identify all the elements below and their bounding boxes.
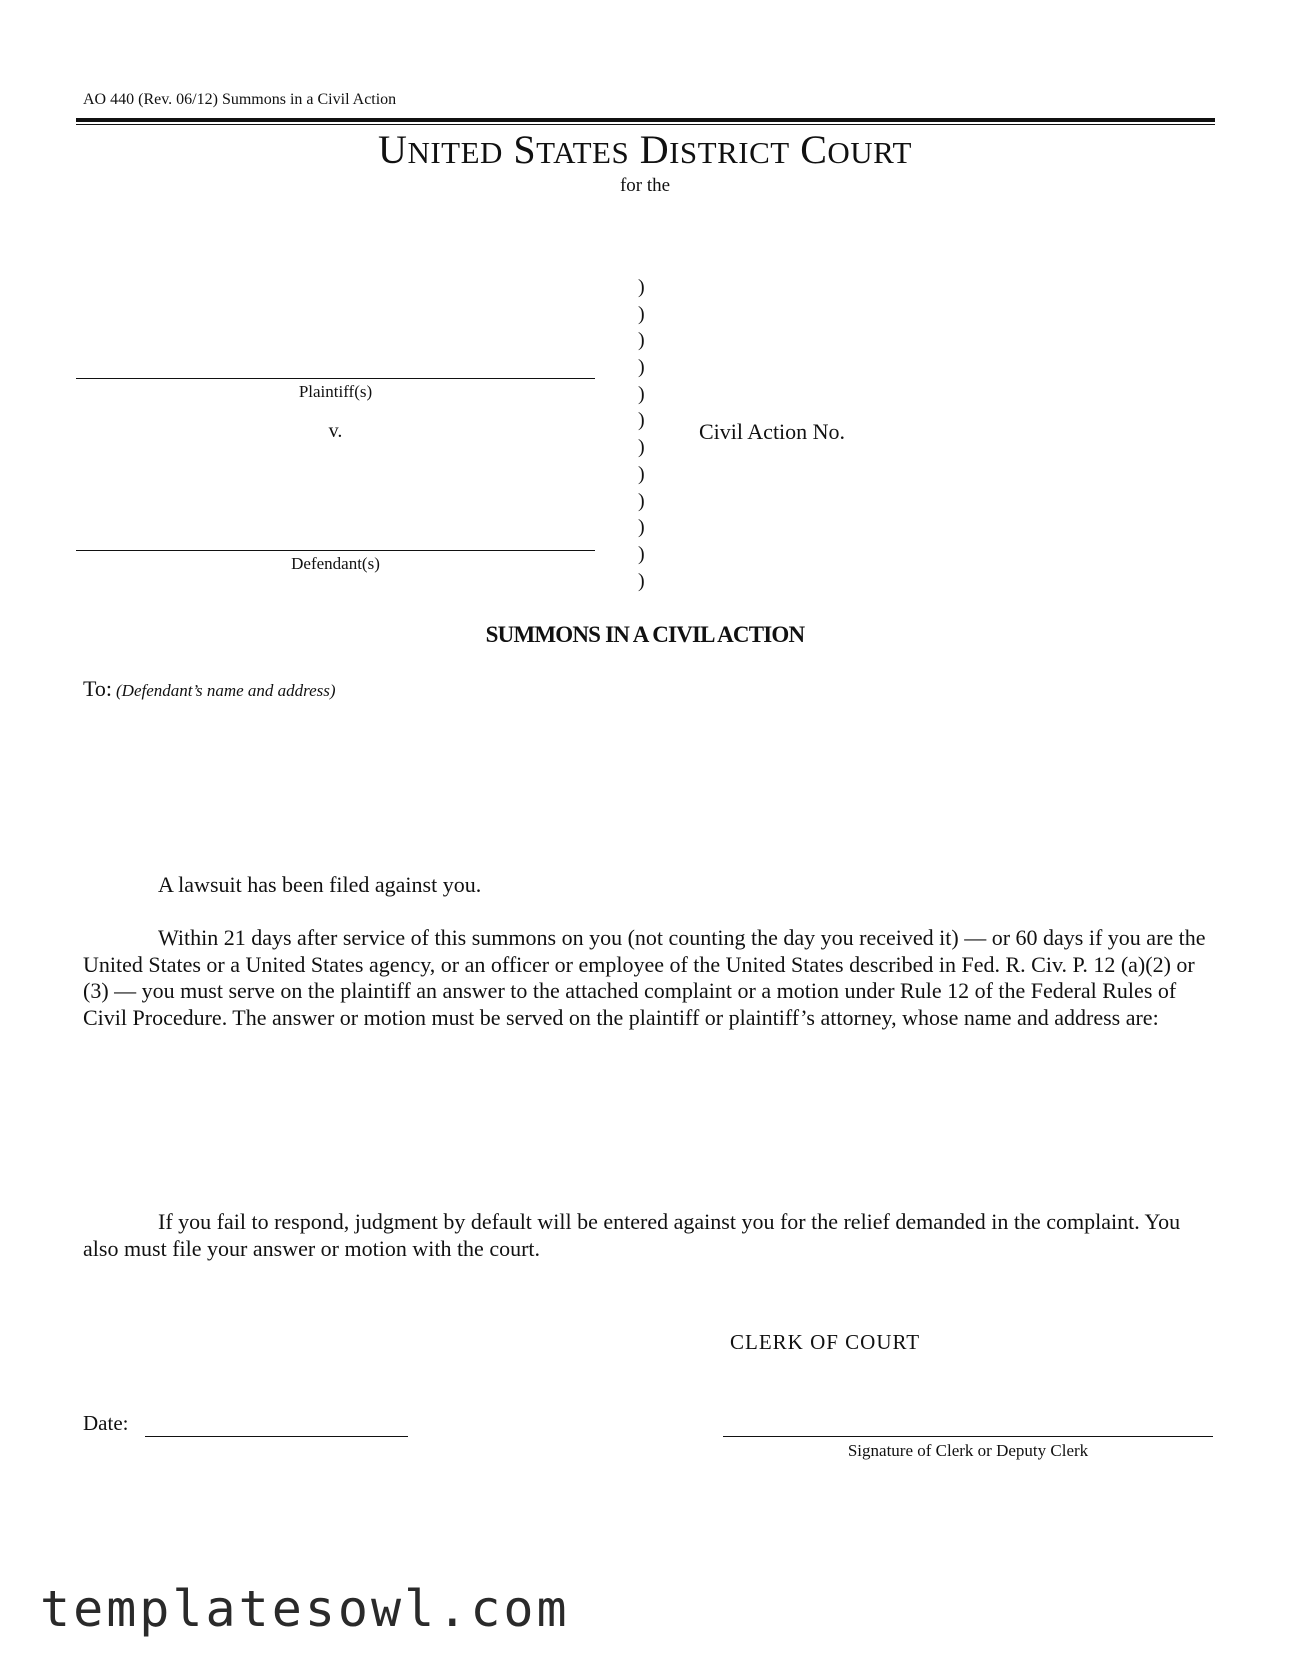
to-label: To:: [83, 676, 113, 701]
caption-parentheses: [638, 274, 645, 594]
watermark: templatesowl.com: [40, 1580, 570, 1638]
title-word: UNITED: [378, 127, 503, 172]
caption-paren: ): [638, 276, 645, 298]
paragraph-default-judgment: If you fail to respond, judgment by default will be entered against you for the relief demanded in the complaint. You also must file your answer or motion with the court.: [83, 1209, 1181, 1261]
to-line: [83, 676, 336, 702]
plaintiff-name-line[interactable]: [76, 378, 595, 379]
date-label: Date:: [83, 1411, 129, 1435]
signature-label: Signature of Clerk or Deputy Clerk: [847, 1441, 1089, 1460]
caption-paren: ): [638, 462, 645, 485]
caption-paren: ): [638, 382, 645, 405]
form-identifier: AO 440 (Rev. 06/12) Summons in a Civil Action: [83, 91, 397, 108]
court-title: [0, 126, 1290, 173]
caption-paren: ): [638, 436, 645, 459]
to-hint: (Defendant’s name and address): [116, 681, 336, 700]
caption-paren: ): [638, 302, 645, 325]
title-word: COURT: [800, 127, 912, 172]
paragraph-lawsuit-filed: A lawsuit has been filed against you.: [158, 872, 482, 897]
caption-paren: ): [638, 409, 645, 432]
plaintiff-label: Plaintiff(s): [298, 382, 373, 401]
defendant-name-line[interactable]: [76, 550, 595, 551]
header-rule-thick: [76, 118, 1215, 122]
clerk-of-court: CLERK OF COURT: [730, 1330, 921, 1354]
caption-paren: ): [638, 569, 645, 592]
date-field-line[interactable]: [145, 1436, 408, 1437]
title-word: DISTRICT: [639, 127, 790, 172]
defendant-label: Defendant(s): [291, 554, 380, 573]
civil-action-number-label: Civil Action No.: [699, 419, 846, 444]
caption-paren: ): [638, 542, 645, 565]
caption-paren: ): [638, 489, 645, 512]
header-rule-thin: [76, 124, 1215, 125]
caption-paren: ): [638, 329, 645, 352]
caption-paren: ): [638, 356, 645, 379]
signature-field-line[interactable]: [723, 1436, 1213, 1437]
versus-label: v.: [328, 420, 343, 442]
paragraph-response-deadline: Within 21 days after service of this summons on you (not counting the day you received it) — or 60 days if you are the United States or a United States agency, or an officer or employee of the United States described in Fed. R. Civ. P. 12 (a)(2) or (3) — you must serve on the plaintiff an answer to the attached complaint or a motion under Rule 12 of the Federal Rules of Civil Procedure. The answer or motion must be served on the plaintiff or plaintiff’s attorney, whose name and address are:: [83, 925, 1206, 1031]
court-subtitle: for the: [619, 175, 671, 196]
title-word: STATES: [513, 127, 630, 172]
summons-heading: SUMMONS IN A CIVIL ACTION: [485, 622, 805, 647]
caption-paren: ): [638, 516, 645, 539]
